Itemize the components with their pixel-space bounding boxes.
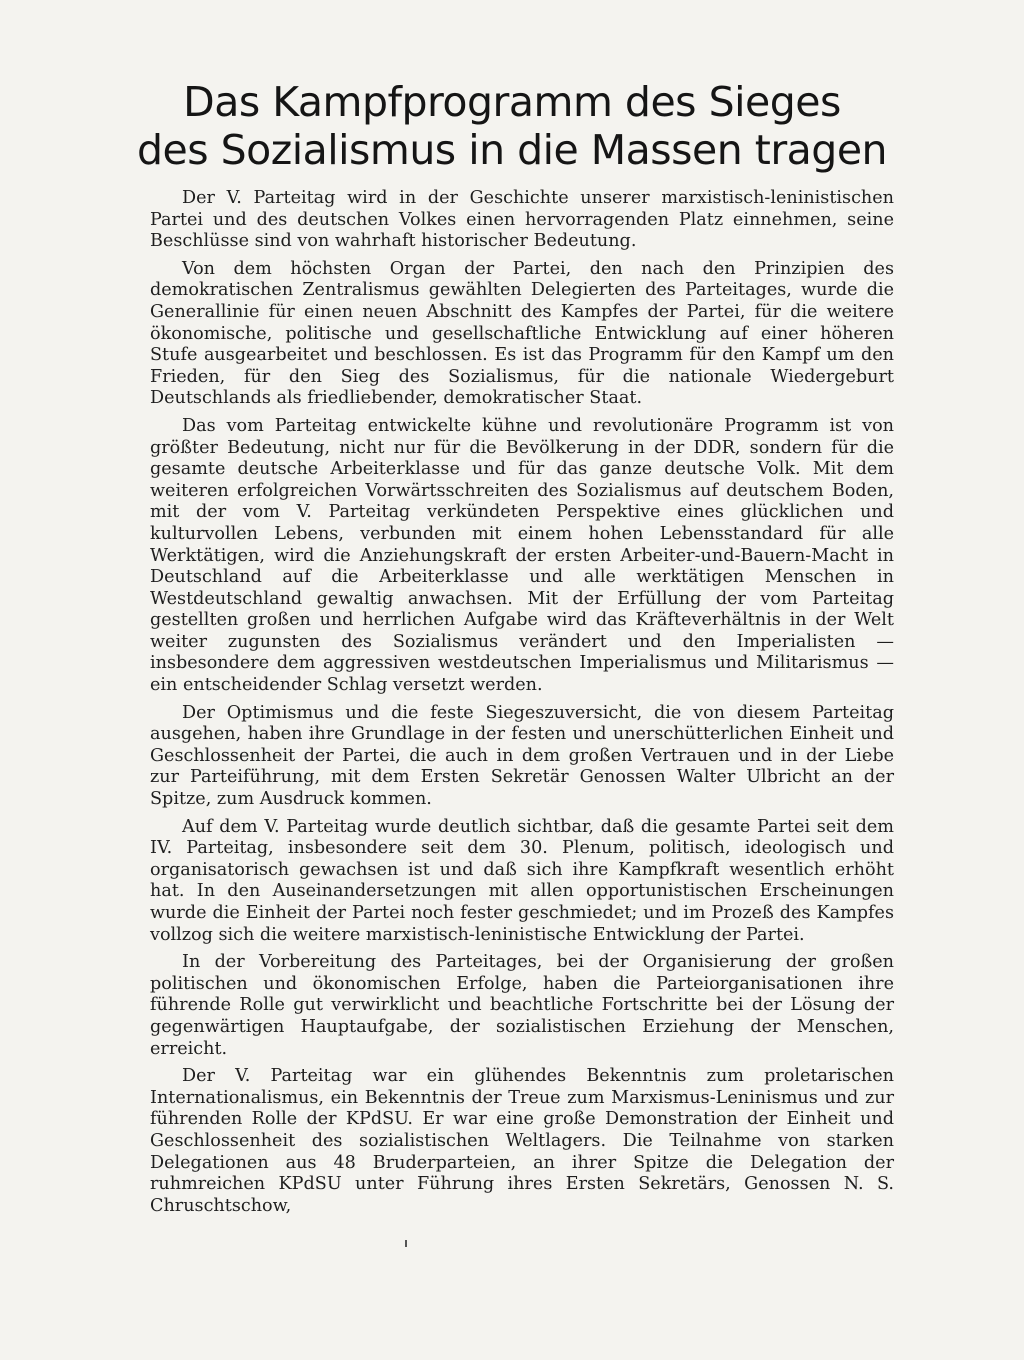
paragraph-5: Auf dem V. Parteitag wurde deutlich sichtbar, daß die gesamte Partei seit dem IV. Parteitag, insbesondere seit dem 30. Plenum, politisch, ideologisch und organisatorisch gewachsen ist und daß sich ihre Kampfkraft wesentlich erhöht hat. In den Auseinandersetzungen mit allen opportunistischen Erscheinungen wurde die Einheit der Partei noch fester geschmiedet; und im Prozeß des Kampfes vollzog sich die weitere marxistisch-leninistische Entwicklung der Partei. [150, 816, 894, 945]
paragraph-6: In der Vorbereitung des Parteitages, bei der Organisierung der großen politischen und ökonomischen Erfolge, haben die Parteiorganisationen ihre führende Rolle gut verwirklicht und beachtliche Fortschritte bei der Lösung der gegenwärtigen Hauptaufgabe, der sozialistischen Erziehung der Menschen, erreicht. [150, 952, 894, 1059]
paragraph-4: Der Optimismus und die feste Siegeszuversicht, die von diesem Parteitag ausgehen, haben ihre Grundlage in der festen und unerschütterlichen Einheit und Geschlossenheit der Partei, die auch in dem großen Vertrauen und in der Liebe zur Parteiführung, mit dem Ersten Sekretär Genossen Walter Ulbricht an der Spitze, zum Ausdruck kommen. [150, 702, 894, 810]
print-mark [405, 1240, 407, 1247]
paragraph-3: Das vom Parteitag entwickelte kühne und revolutionäre Programm ist von größter Bedeutung, nicht nur für die Bevölkerung in der DDR, sondern für die gesamte deutsche Arbeiterklasse und für das ganze deutsche Volk. Mit dem weiteren erfolgreichen Vorwärtsschreiten des Sozialismus auf deutschem Boden, mit der vom V. Parteitag verkündeten Perspektive eines glücklichen und kulturvollen Lebens, verbunden mit einem hohen Lebensstandard für alle Werktätigen, wird die Anziehungskraft der ersten Arbeiter-und-Bauern-Macht in Deutschland auf die Arbeiterklasse und alle werktätigen Menschen in Westdeutschland gewaltig anwachsen. Mit der Erfüllung der vom Parteitag gestellten großen und herrlichen Aufgabe wird das Kräfteverhältnis in der Welt weiter zugunsten des Sozialismus verändert und den Imperialisten — insbesondere dem aggressiven westdeutschen Imperialismus und Militarismus — ein entscheidender Schlag versetzt werden. [150, 415, 894, 696]
paragraph-7: Der V. Parteitag war ein glühendes Bekenntnis zum proletarischen Internationalismus, ein Bekenntnis der Treue zum Marxismus-Leninismus und zur führenden Rolle der KPdSU. Er war eine große Demonstration der Einheit und Geschlossenheit des sozialistischen Weltlagers. Die Teilnahme von starken Delegationen aus 48 Bruderparteien, an ihrer Spitze die Delegation der ruhmreichen KPdSU unter Führung ihres Ersten Sekretärs, Genossen N. S. Chruschtschow, [150, 1066, 894, 1216]
article-title [120, 78, 904, 174]
paragraph-1: Der V. Parteitag wird in der Geschichte unserer marxistisch-leninistischen Partei und des deutschen Volkes einen hervorragenden Platz einnehmen, seine Beschlüsse sind von wahrhaft historischer Bedeutung. [150, 188, 894, 252]
paragraph-2: Von dem höchsten Organ der Partei, den nach den Prinzipien des demokratischen Zentralismus gewählten Delegierten des Parteitages, wurde die Generallinie für einen neuen Abschnitt des Kampfes der Partei, für die weitere ökonomische, politische und gesellschaftliche Entwicklung auf einer höheren Stufe ausgearbeitet und beschlossen. Es ist das Programm für den Kampf um den Frieden, für den Sieg des Sozialismus, für die nationale Wiedergeburt Deutschlands als friedliebender, demokratischer Staat. [150, 258, 894, 409]
title-line-2: des Sozialismus in die Massen tragen [136, 126, 888, 174]
article-body [150, 188, 894, 1223]
title-line-1: Das Kampfprogramm des Sieges [183, 78, 841, 126]
